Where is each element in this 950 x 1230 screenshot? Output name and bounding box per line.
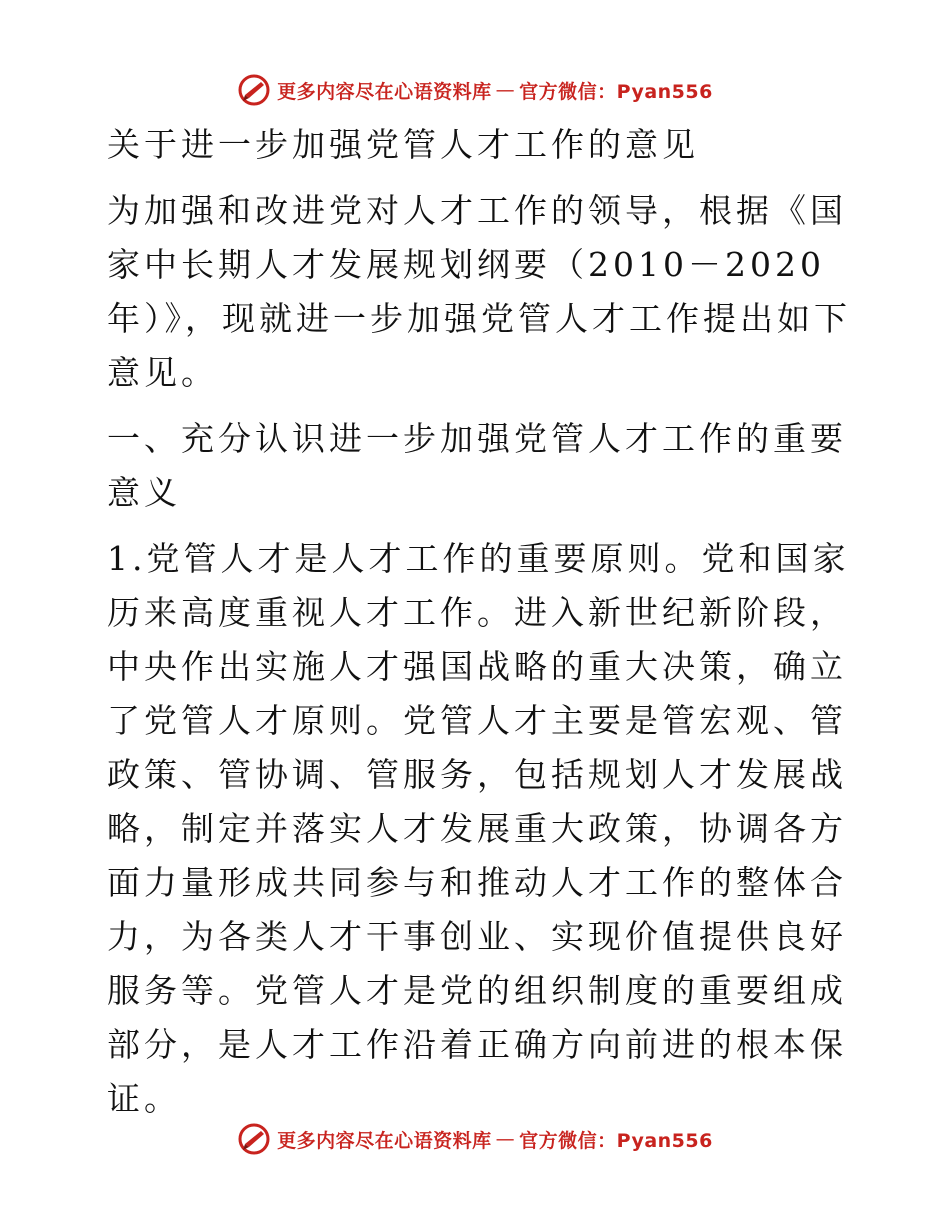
- banner-brand-text: 更多内容尽在心语资料库: [277, 1129, 492, 1152]
- brand-logo-icon: [237, 73, 271, 107]
- banner-brand-text: 更多内容尽在心语资料库: [277, 80, 492, 103]
- top-watermark-banner: [0, 70, 950, 110]
- document-body: [97, 118, 855, 1138]
- item-paragraph: 1.党管人才是人才工作的重要原则。党和国家历来高度重视人才工作。进入新世纪新阶段，中央作出实施人才强国战略的重大决策，确立了党管人才原则。党管人才主要是管宏观、管政策、管协调、管服务，包括规划人才发展战略，制定并落实人才发展重大政策，协调各方面力量形成共同参与和推动人才工作的整体合力，为各类人才干事创业、实现价值提供良好服务等。党管人才是党的组织制度的重要组成部分，是人才工作沿着正确方向前进的根本保证。: [107, 539, 850, 1118]
- bottom-watermark-banner: [0, 1119, 950, 1159]
- banner-separator: —: [495, 1128, 516, 1150]
- banner-wechat-text: 官方微信：Pyan556: [519, 1129, 713, 1152]
- section-heading: 一、充分认识进一步加强党管人才工作的重要意义: [107, 419, 847, 512]
- banner-wechat-text: 官方微信：Pyan556: [519, 80, 713, 103]
- brand-logo-icon: [237, 1122, 271, 1156]
- intro-paragraph: 为加强和改进党对人才工作的领导，根据《国家中长期人才发展规划纲要（2010－2020年）》，现就进一步加强党管人才工作提出如下意见。: [107, 191, 851, 392]
- banner-separator: —: [495, 79, 516, 101]
- document-title: 关于进一步加强党管人才工作的意见: [107, 125, 699, 164]
